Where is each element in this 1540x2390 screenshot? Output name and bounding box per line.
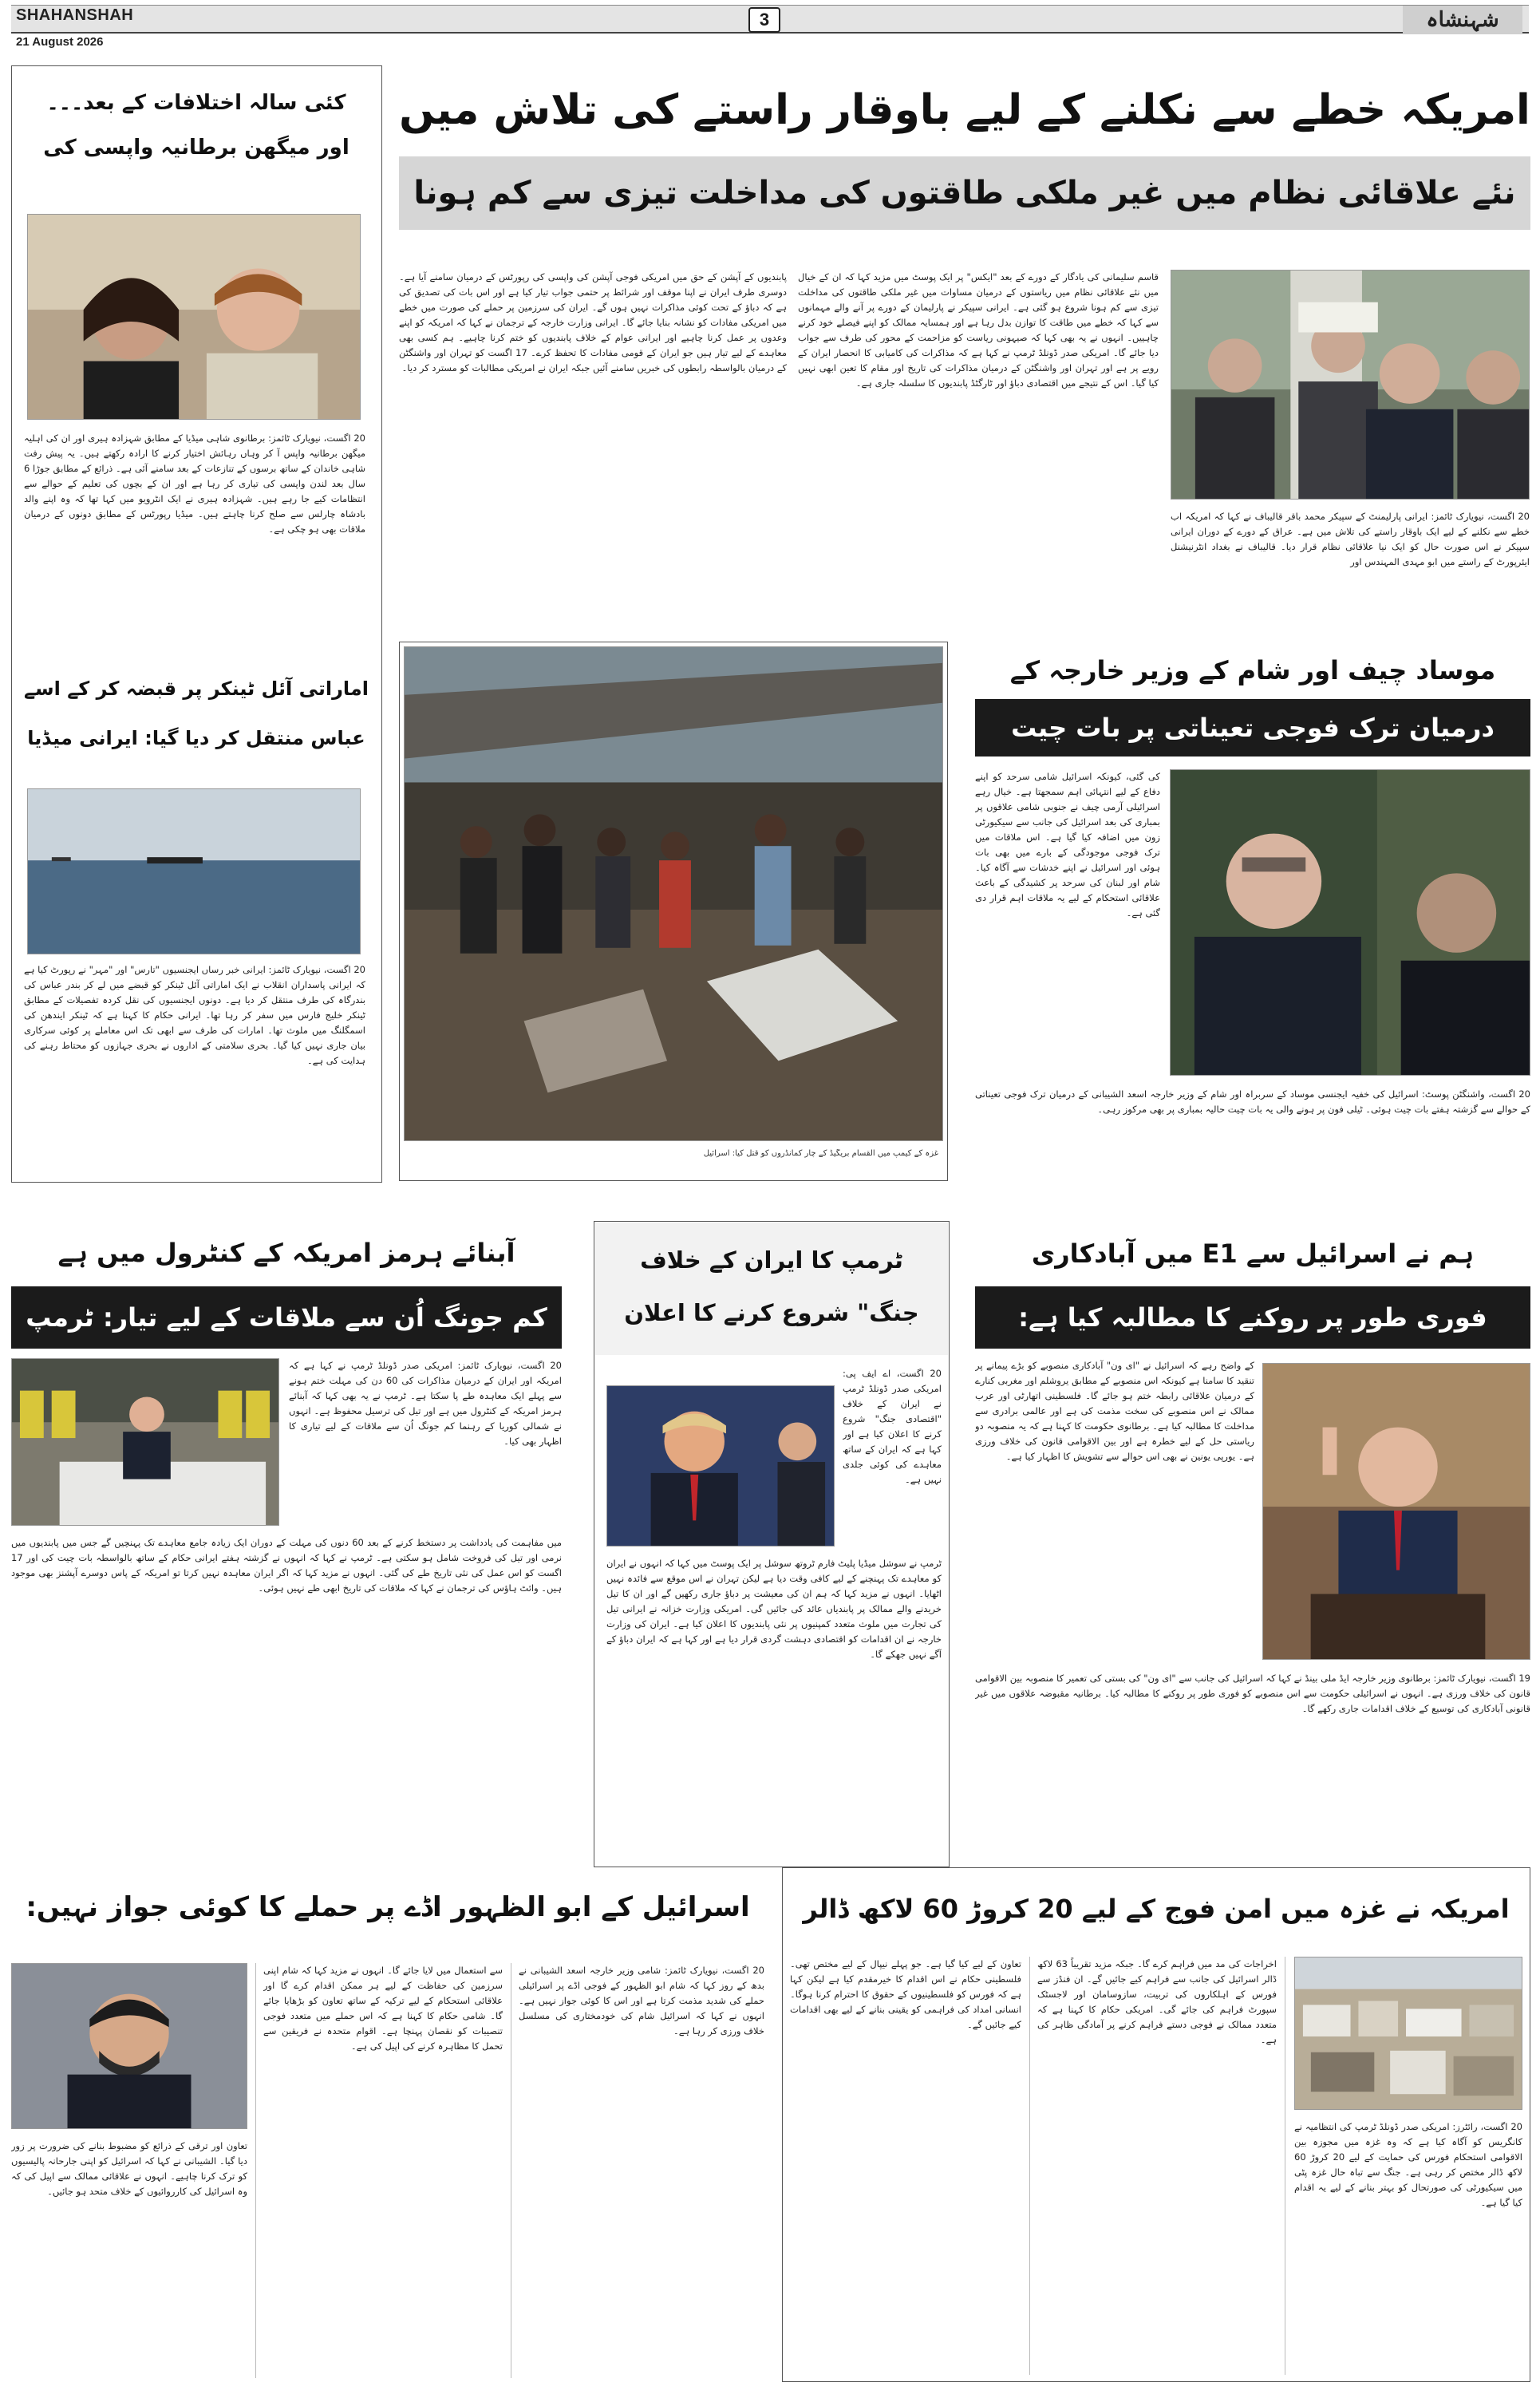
e1-headline-2: فوری طور پر روکنے کا مطالبہ کیا ہے:: [975, 1286, 1530, 1349]
gaza-force-col2: اخراجات کی مد میں فراہم کرے گا۔ جبکہ مزید تقریباً 63 لاکھ ڈالر اسرائیل کی جانب سے فراہم کیے جائیں گے۔ ان فنڈز سے فورس کے اہلکاروں کی تربیت، سازوسامان اور لاجسٹک سپورٹ فراہم کی جائے گی۔ امریکی حکام کا کہنا ہے کہ متعدد ممالک نے فوجی دستے فراہم کرنے پر آمادگی ظاہر کی ہے۔: [1037, 1958, 1277, 2045]
gaza-photo-caption: غزہ کے کیمپ میں القسام بریگیڈ کے چار کمانڈروں کو قتل کیا: اسرائیل: [703, 1149, 938, 1158]
mossad-body-side: کی گئی، کیونکہ اسرائیل شامی سرحد کو اپنے دفاع کے لیے انتہائی اہم سمجھتا ہے۔ خیال رہے اسرائیلی آرمی چیف نے جنوبی شامی علاقوں پر بمباری کی بعد اسرائیل کی جانب سے سیکیورٹی زون میں اضافہ کیا گیا ہے۔ اس ملاقات میں ترک فوجی موجودگی کے بارے میں بھی بات ہوئی اور اسرائیل نے اپنے خدشات سے آگاہ کیا۔ شام اور لبنان کی سرحد پر کشیدگی کے باعث علاقائی استحکام کے لیے یہ ملاقات اہم قرار دی گئی ہے۔: [975, 771, 1160, 918]
masthead-logo: شہنشاہ: [1403, 6, 1522, 34]
photo-qalibaf: [1171, 270, 1530, 500]
abu-zuhur-col1: 20 اگست، نیویارک ٹائمز: شامی وزیر خارجہ اسعد الشیبانی نے بدھ کے روز کہا کہ شام ابو الظہور کے فوجی اڈے پر اسرائیلی حملے کی شدید مذمت کرتا ہے اور اس کا کوئی جواز نہیں ہے۔ انہوں نے کہا کہ اسرائیل شام کی خودمختاری کی مسلسل خلاف ورزی کر رہا ہے۔: [519, 1965, 764, 2036]
trump-war-body-side: 20 اگست، اے ایف پی: امریکی صدر ڈونلڈ ٹرمپ نے ایران کے خلاف "اقتصادی جنگ" شروع کرنے کا اعلان کیا ہے اور کہا ہے کہ ایران کے ساتھ معاہدے کی کوئی جلدی نہیں ہے۔: [843, 1368, 942, 1485]
photo-harry-meghan: [27, 214, 361, 420]
hormuz-subheadline: کم جونگ اُن سے ملاقات کے لیے تیار: ٹرمپ: [11, 1286, 562, 1349]
mossad-headline-2: درمیان ترک فوجی تعیناتی پر بات چیت: [975, 699, 1530, 757]
photo-gaza-tents-image: [1295, 1957, 1522, 2109]
lead-headline: امریکہ خطے سے نکلنے کے لیے باوقار راستے کی تلاش میں: [399, 86, 1530, 134]
gaza-force-col3: تعاون کے لیے کیا گیا ہے۔ جو پہلے نیپال کے لیے مختص تھی۔ فلسطینی حکام نے اس اقدام کا خیرمقدم کیا ہے لیکن کہا ہے کہ فورس کو فلسطینیوں کے حقوق کا احترام کرنا ہوگا۔ انسانی امداد کی فراہمی کو یقینی بنانے کے لیے بھی اقدامات کیے جائیں گے۔: [790, 1958, 1021, 2030]
lead-col3: پابندیوں کے آپشن کے حق میں امریکی فوجی آپشن کی واپسی کی رپورٹس کے درمیان سامنے آیا ہے۔ دوسری طرف ایران نے اپنا موقف اور شرائط پر حتمی جواب تیار کیا ہے اور اس بات کی تصدیق کی ہے کہ دباؤ کے تحت کوئی مذاکرات نہیں ہوں گے۔ ایران کی سرزمین پر حملے کی صورت میں خطے میں امریکی مفادات کو نشانہ بنایا جائے گا۔ ایرانی وزارت خارجہ کے ترجمان نے کہا کہ امریکہ کو اپنے وعدوں پر عمل کرنا چاہیے اور ایرانی عوام کے خلاف پابندیوں کو ختم کرنا چاہیے۔ ہم کسی بھی معاہدے کے لیے تیار ہیں جو ایران کے قومی مفادات کا تحفظ کرے۔ 17 اگست کو تہران اور واشنگٹن کے درمیان بالواسطہ رابطوں کی خبریں سامنے آئیں جبکہ ایران نے امریکی مطالبات کو مسترد کر دیا۔: [399, 271, 787, 373]
hormuz-col2: میں مفاہمت کی یادداشت پر دستخط کرنے کے بعد 60 دنوں کی مہلت کے دوران ایک زیادہ جامع معاہدے تک پہنچیں گے جس میں پابندیوں میں نرمی اور تیل کی فروخت شامل ہو سکتی ہے۔ ٹرمپ نے کہا کہ انہوں نے گزشتہ ہفتے ایرانی حکام کے ساتھ بالواسطہ بات چیت کی اور 17 اگست کو اس عمل کی نئی تاریخ طے کی گئی۔ انہوں نے مزید کہا کہ اگر ایران معاہدہ نہیں کرتا تو امریکہ کے پاس دوسرے آپشنز بھی موجود ہیں۔ وائٹ ہاؤس کی ترجمان نے کہا کہ ملاقات کی تاریخ ابھی طے نہیں ہوئی۔: [11, 1537, 562, 1594]
masthead-date: 21 August 2026: [16, 35, 104, 49]
hormuz-headline: آبنائے ہرمز امریکہ کے کنٹرول میں ہے: [57, 1238, 515, 1268]
masthead-brand: SHAHANSHAH: [16, 6, 134, 24]
photo-harry-meghan-image: [28, 215, 360, 419]
mossad-body-bottom: 20 اگست، واشنگٹن پوسٹ: اسرائیل کی خفیہ ایجنسی موساد کے سربراہ اور شام کے وزیر خارجہ اسعد الشیبانی کے درمیان ترک فوجی تعیناتی کے حوالے سے گزشتہ ہفتے بات چیت ہوئی۔ ٹیلی فون پر ہونے والی یہ بات چیت حالیہ بمباری پر بھی مرکوز رہی۔: [975, 1088, 1530, 1115]
abu-zuhur-col2: سے استعمال میں لایا جائے گا۔ انہوں نے مزید کہا کہ شام اپنی سرزمین کی حفاظت کے لیے ہر ممکن اقدام کرے گا اور علاقائی استحکام کے لیے ترکیہ کے ساتھ تعاون کو بڑھایا جائے گا۔ شامی حکام کا کہنا ہے کہ اس حملے میں متعدد فوجی تنصیبات کو نقصان پہنچا ہے۔ اقوام متحدہ نے فریقین سے تحمل کا مظاہرہ کرنے کی اپیل کی ہے۔: [263, 1965, 503, 2052]
photo-gaza-camp: [404, 646, 943, 1141]
photo-trump-podium-image: [607, 1386, 834, 1546]
lead-col1: 20 اگست، نیویارک ٹائمز: ایرانی پارلیمنٹ کے سپیکر محمد باقر قالیباف نے کہا کہ امریکہ اب خطے سے نکلنے کے لیے ایک باوقار راستے کی تلاش میں ہے۔ عراق کے دورے کے دوران ایرانی سپیکر نے اس صورت حال کو ایک نیا علاقائی نظام قرار دیا۔ قالیباف نے بغداد انٹرنیشنل ایئرپورٹ کے راستے میں ابو مہدی المہندس اور: [1171, 511, 1530, 567]
harry-headline-2: اور میگھن برطانیہ واپسی کی: [43, 136, 349, 160]
abu-zuhur-headline: اسرائیل کے ابو الظہور اڈے پر حملے کا کوئی جواز نہیں:: [26, 1891, 750, 1923]
hormuz-col1: 20 اگست، نیویارک ٹائمز: امریکی صدر ڈونلڈ ٹرمپ نے کہا ہے کہ امریکہ اور ایران کے درمیان مذاکرات کی 60 دن کی مہلت ختم ہونے سے پہلے ایک معاہدہ طے پا سکتا ہے۔ ٹرمپ نے یہ بھی کہا کہ آبنائے ہرمز امریکہ کے کنٹرول میں ہے اور تیل کی ترسیل محفوظ ہے۔ انہوں نے شمالی کوریا کے رہنما کم جونگ اُن سے ملاقات کے لیے تیاری کا اظہار بھی کیا۔: [289, 1360, 562, 1447]
mossad-headline-1: موساد چیف اور شام کے وزیر خارجہ کے: [1009, 655, 1496, 685]
photo-e1-minister-image: [1263, 1364, 1530, 1659]
photo-hormuz-trump: [11, 1358, 279, 1526]
e1-body-bottom: 19 اگست، نیویارک ٹائمز: برطانوی وزیر خارجہ ایڈ ملی بینڈ نے کہا کہ اسرائیل کی جانب سے "ای ون" کی بستی کی تعمیر کا منصوبہ بین الاقوامی قانون کی خلاف ورزی ہے۔ انہوں نے اسرائیلی حکومت سے اس منصوبے کو فوری طور پر روکنے کا مطالبہ کیا۔ برطانیہ مقبوضہ علاقوں میں غیر قانونی آبادکاری کی توسیع کے خلاف اقدامات جاری رکھے گا۔: [975, 1673, 1530, 1714]
lead-col2: قاسم سلیمانی کی یادگار کے دورے کے بعد "ایکس" پر ایک پوسٹ میں مزید کہا کہ ان کے خیال میں نئے علاقائی نظام میں ریاستوں کے درمیان مساوات میں غیر ملکی طاقتوں کی مداخلت تیزی سے کم ہونا شروع ہو گئی ہے۔ ایرانی سپیکر نے پارلیمان کے دورے پر آنے والے مہمانوں سے کہا کہ خطے میں طاقت کا توازن بدل رہا ہے اور ہمسایہ ممالک کو اپنے فیصلے خود کرنے چاہییں۔ انہوں نے یہ بھی کہا کہ صیہونی ریاست کو مزاحمت کے محور کی طرف سے جواب دیا جائے گا۔ امریکی صدر ڈونلڈ ٹرمپ نے کہا ہے کہ مذاکرات کی کامیابی کا انحصار ایران کے رویے پر ہے اور تہران اور واشنگٹن کے درمیان مذاکرات کی تاریخ اور مقام کا تعین ابھی نہیں کیا گیا۔ اس کے نتیجے میں اقتصادی دباؤ اور ٹارگٹڈ پابندیوں کا سلسلہ جاری ہے۔: [798, 271, 1159, 389]
trump-war-body-bottom: ٹرمپ نے سوشل میڈیا پلیٹ فارم ٹروتھ سوشل پر ایک پوسٹ میں کہا کہ انہوں نے ایران کو معاہدے تک پہنچنے کے لیے کافی وقت دیا ہے لیکن تہران نے اس موقع سے فائدہ نہیں اٹھایا۔ انہوں نے مزید کہا کہ ہم ان کی معیشت پر دباؤ جاری رکھیں گے اور ان کا تیل خریدنے والے ممالک پر پابندیاں عائد کی جائیں گی۔ امریکی وزارت خزانہ نے ایرانی تیل کی تجارت میں ملوث متعدد کمپنیوں پر نئی پابندیوں کا اعلان کیا ہے۔ ایران کی وزارت خارجہ نے ان اقدامات کو اقتصادی دہشت گردی قرار دیا ہے اور کہا ہے کہ ایران دباؤ کے آگے نہیں جھکے گا۔: [606, 1558, 942, 1660]
photo-hormuz-trump-image: [12, 1359, 278, 1525]
gaza-force-col1: 20 اگست، رائٹرز: امریکی صدر ڈونلڈ ٹرمپ کی انتظامیہ نے کانگریس کو آگاہ کیا ہے کہ وہ غزہ میں مجوزہ بین الاقوامی استحکام فورس کی حمایت کے لیے 20 کروڑ 60 لاکھ ڈالر مختص کر رہی ہے۔ جنگ سے تباہ حال غزہ پٹی میں سیکیورٹی کی صورتحال کو بہتر بنانے کے لیے یہ اقدام کیا گیا ہے۔: [1294, 2121, 1522, 2208]
abu-zuhur-col3: تعاون اور ترقی کے ذرائع کو مضبوط بنانے کی ضرورت پر زور دیا گیا۔ الشیبانی نے کہا کہ اسرائیل کو اپنی جارحانہ پالیسیوں کو ترک کرنا چاہیے۔ انہوں نے علاقائی ممالک سے اپیل کی کہ وہ اسرائیل کی کارروائیوں کے خلاف متحد ہو جائیں۔: [11, 2140, 247, 2197]
trump-war-headline-2: جنگ" شروع کرنے کا اعلان: [624, 1299, 919, 1326]
gaza-force-rule-2: [1029, 1957, 1030, 2375]
photo-shaibani: [11, 1963, 247, 2129]
photo-mossad: [1170, 769, 1530, 1076]
photo-qalibaf-image: [1171, 271, 1529, 499]
photo-mossad-image: [1171, 770, 1530, 1075]
trump-war-headline-1: ٹرمپ کا ایران کے خلاف: [640, 1246, 903, 1274]
photo-e1-minister: [1262, 1363, 1530, 1660]
abu-zuhur-rule-1: [255, 1963, 256, 2378]
gaza-force-headline: امریکہ نے غزہ میں امن فوج کے لیے 20 کروڑ 60 لاکھ ڈالر: [803, 1894, 1510, 1924]
photo-gaza-tents: [1294, 1957, 1522, 2110]
masthead: [11, 5, 1529, 34]
photo-tanker: [27, 788, 361, 954]
e1-headline-1: ہم نے اسرائیل سے E1 میں آبادکاری: [1031, 1238, 1475, 1269]
photo-gaza-camp-image: [405, 647, 942, 1140]
tanker-headline-1: اماراتی آئل ٹینکر پر قبضہ کر کے اسے: [23, 677, 369, 700]
harry-body: 20 اگست، نیویارک ٹائمز: برطانوی شاہی میڈیا کے مطابق شہزادہ ہیری اور ان کی اہلیہ میگھن برطانیہ واپس آ کر وہاں رہائش اختیار کرنے کا ارادہ رکھتے ہیں۔ یہ پیش رفت شاہی خاندان کے ساتھ برسوں کے تنازعات کے بعد سامنے آئی ہے۔ ذرائع کے مطابق جوڑا 6 سال بعد لندن واپسی کی تیاری کر رہا ہے اور ان کے بچوں کی تعلیم کے حوالے سے انتظامات کیے جا رہے ہیں۔ شہزادہ ہیری نے ایک انٹرویو میں کہا تھا کہ وہ اپنے والد بادشاہ چارلس سے صلح کرنا چاہتے ہیں۔ میڈیا رپورٹس کے مطابق دونوں کے درمیان ملاقات بھی ہو چکی ہے۔: [24, 433, 365, 535]
lead-subheadline: نئے علاقائی نظام میں غیر ملکی طاقتوں کی مداخلت تیزی سے کم ہونا: [399, 156, 1530, 230]
page-number: 3: [748, 7, 780, 33]
tanker-headline-2: عباس منتقل کر دیا گیا: ایرانی میڈیا: [27, 727, 365, 749]
tanker-body: 20 اگست، نیویارک ٹائمز: ایرانی خبر رساں ایجنسیوں "تارس" اور "مہر" نے رپورٹ کیا ہے کہ ایرانی پاسداران انقلاب نے ایک اماراتی آئل ٹینکر کو قبضے میں لے کر بندر عباس کی بندرگاہ کی طرف منتقل کر دیا ہے۔ دونوں ایجنسیوں کی نقل کردہ تفصیلات کے مطابق ٹینکر خلیج فارس میں سفر کر رہا تھا۔ ایرانی حکام کا کہنا ہے کہ ٹینکر ایندھن کی اسمگلنگ میں ملوث تھا۔ امارات کی طرف سے ابھی تک اس معاملے پر کوئی سرکاری بیان جاری نہیں کیا گیا۔ بحری سلامتی کے اداروں نے بحری جہازوں کو محتاط رہنے کی ہدایت کی ہے۔: [24, 964, 365, 1066]
harry-headline-1: کئی سالہ اختلافات کے بعد۔۔۔: [46, 91, 346, 115]
photo-trump-podium: [606, 1385, 835, 1547]
photo-tanker-image: [28, 789, 360, 954]
photo-shaibani-image: [12, 1964, 247, 2128]
e1-body-side: کے واضح رہے کہ اسرائیل نے "ای ون" آبادکاری منصوبے کو بڑے پیمانے پر تنقید کا سامنا ہے کیونکہ اس منصوبے کے مطابق یروشلم اور مغربی کنارے کے درمیان علاقائی رابطہ ختم ہو جائے گا۔ فلسطینی اتھارٹی اور عرب ممالک نے اس منصوبے کی سخت مذمت کی ہے اور عالمی برادری سے مداخلت کا مطالبہ کیا ہے۔ برطانوی حکومت کا کہنا ہے کہ یہ منصوبہ دو ریاستی حل کے لیے خطرہ ہے اور بین الاقوامی قانون کی خلاف ورزی ہے۔ یورپی یونین نے بھی اس حوالے سے تشویش کا اظہار کیا ہے۔: [975, 1360, 1254, 1462]
